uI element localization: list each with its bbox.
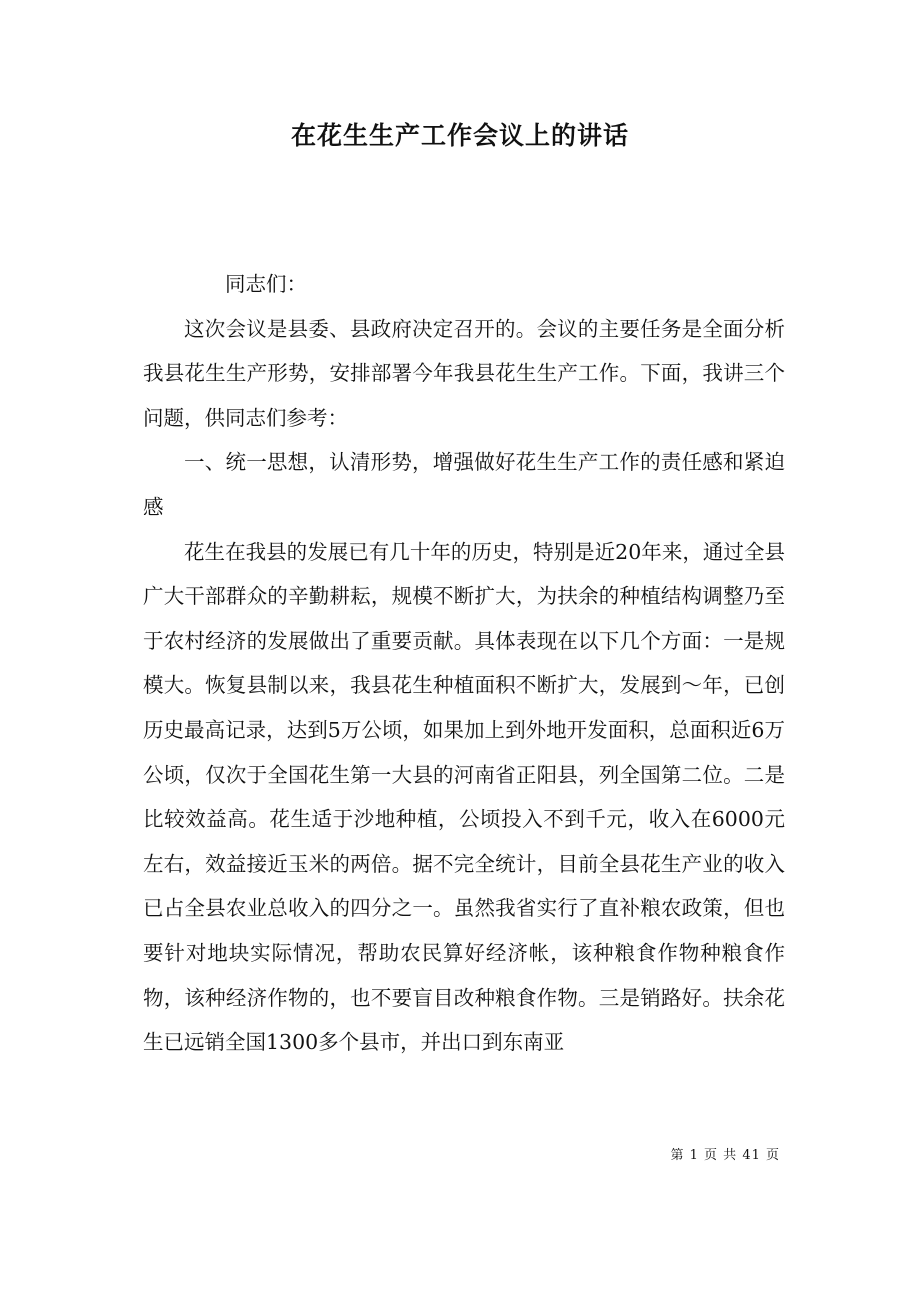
paragraph-intro: 这次会议是县委、县政府决定召开的。会议的主要任务是全面分析我县花生生产形势，安排部署今年我县花生生产工作。下面，我讲三个问题，供同志们参考： <box>143 316 785 430</box>
paragraph-body: 花生在我县的发展已有几十年的历史，特别是近20年来，通过全县广大干部群众的辛勤耕耘，规模不断扩大，为扶余的种植结构调整乃至于农村经济的发展做出了重要贡献。具体表现在以下几个方面：一是规模大。恢复县制以来，我县花生种植面积不断扩大，发展到～年，已创历史最高记录，达到5万公顷，如果加上到外地开发面积，总面积近6万公顷，仅次于全国花生第一大县的河南省正阳县，列全国第二位。二是比较效益高。花生适于沙地种植，公顷投入不到千元，收入在6000元左右，效益接近玉米的两倍。据不完全统计，目前全县花生产业的收入已占全县农业总收入的四分之一。虽然我省实行了直补粮农政策，但也要针对地块实际情况，帮助农民算好经济帐，该种粮食作物种粮食作物，该种经济作物的，也不要盲目改种粮食作物。三是销路好。扶余花生已远销全国1300多个县市，并出口到东南亚 <box>143 539 785 1055</box>
page-footer: 第 1 页 共 41 页 <box>670 1148 780 1163</box>
section-heading: 一、统一思想，认清形势，增强做好花生生产工作的责任感和紧迫感 <box>143 450 785 519</box>
greeting: 同志们： <box>225 272 307 296</box>
document-title: 在花生生产工作会议上的讲话 <box>290 121 629 150</box>
document-body <box>143 262 785 1065</box>
